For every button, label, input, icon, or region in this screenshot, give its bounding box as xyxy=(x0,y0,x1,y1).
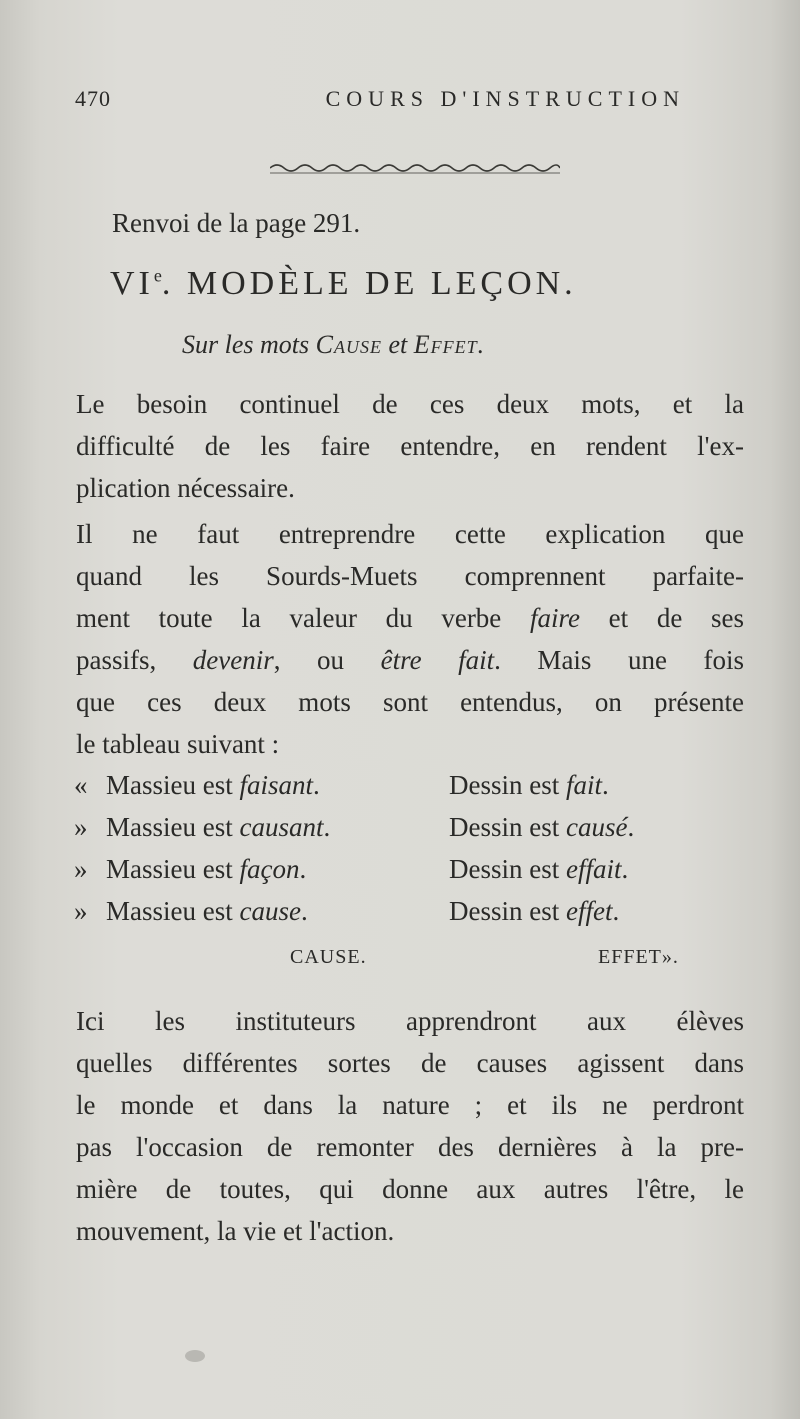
text-line: le tableau suivant : xyxy=(76,729,280,759)
lesson-subheading xyxy=(182,330,484,360)
heading-numeral: VI xyxy=(110,265,154,302)
running-title: COURS D'INSTRUCTION xyxy=(325,86,685,111)
italic-word: façon xyxy=(239,854,300,884)
text-line xyxy=(76,639,744,681)
text-span: , ou xyxy=(273,645,381,675)
text-span: passifs, xyxy=(76,645,193,675)
text-line: Ici les instituteurs apprendront aux élèves xyxy=(76,1006,744,1036)
text-span: . xyxy=(323,812,331,842)
subheading-conjunction: et xyxy=(381,330,414,359)
quote-mark: » xyxy=(74,896,88,926)
paragraph-1 xyxy=(76,383,744,509)
caption-cause: CAUSE. xyxy=(290,946,367,968)
text-line xyxy=(76,597,744,639)
text-line: quelles différentes sortes de causes agissent dans xyxy=(76,1048,744,1078)
italic-word: effait xyxy=(566,854,622,884)
text-span: ment toute la valeur du verbe xyxy=(76,603,530,633)
ink-smudge xyxy=(185,1350,205,1362)
ornamental-rule xyxy=(270,160,560,176)
italic-word: causé xyxy=(566,812,628,842)
text-span: . xyxy=(627,812,635,842)
text-span: . xyxy=(612,896,620,926)
text-line: Le besoin continuel de ces deux mots, et la xyxy=(76,389,744,419)
italic-word: devenir xyxy=(192,645,274,675)
italic-word: cause xyxy=(239,896,301,926)
italic-word: faisant xyxy=(239,770,313,800)
effect-cell xyxy=(449,770,609,801)
text-span: . xyxy=(602,770,609,800)
text-span: . xyxy=(299,854,307,884)
page-number: 470 xyxy=(75,86,111,111)
quote-mark: » xyxy=(74,812,88,842)
cause-cell xyxy=(106,854,306,885)
text-span: . xyxy=(621,854,629,884)
subheading-period: . xyxy=(477,330,485,359)
italic-word: effet xyxy=(566,896,613,926)
effect-cell xyxy=(449,896,619,927)
text-line: que ces deux mots sont entendus, on présente xyxy=(76,687,744,717)
text-line: Il ne faut entreprendre cette explication que xyxy=(76,519,744,549)
subheading-word-cause: Cause xyxy=(315,330,382,359)
text-span: Dessin est xyxy=(449,812,566,842)
text-span: Massieu est xyxy=(106,854,240,884)
text-line: mouvement, la vie et l'action. xyxy=(76,1216,395,1246)
text-span: Massieu est xyxy=(106,770,240,800)
text-span: et de ses xyxy=(579,603,744,633)
italic-word: être fait xyxy=(380,645,495,675)
text-span: Dessin est xyxy=(449,770,566,800)
text-span: Dessin est xyxy=(449,896,566,926)
paragraph-3 xyxy=(76,1000,744,1252)
text-span: . Mais une fois xyxy=(494,645,745,675)
text-span: . xyxy=(313,770,320,800)
cross-reference: Renvoi de la page 291. xyxy=(112,208,361,238)
text-span: Dessin est xyxy=(449,854,566,884)
subheading-word-effet: Effet xyxy=(413,330,478,359)
text-span: Massieu est xyxy=(106,812,240,842)
subheading-prefix: Sur les mots xyxy=(182,330,316,359)
quote-mark: » xyxy=(74,854,88,884)
cause-cell xyxy=(106,770,320,801)
running-header xyxy=(75,86,685,112)
heading-superscript: e xyxy=(153,265,162,286)
text-line: le monde et dans la nature ; et ils ne perdront xyxy=(76,1090,744,1120)
cause-cell xyxy=(106,812,330,843)
text-line: mière de toutes, qui donne aux autres l'être, le xyxy=(76,1174,744,1204)
caption-effet: EFFET». xyxy=(598,946,679,968)
effect-cell xyxy=(449,854,628,885)
cause-cell xyxy=(106,896,308,927)
italic-word: fait xyxy=(566,770,603,800)
lesson-heading xyxy=(110,265,577,303)
heading-title: . MODÈLE DE LEÇON. xyxy=(161,265,577,302)
text-line: quand les Sourds-Muets comprennent parfaite- xyxy=(76,561,744,591)
text-span: . xyxy=(300,896,308,926)
effect-cell xyxy=(449,812,634,843)
italic-word: causant xyxy=(239,812,324,842)
text-line: pas l'occasion de remonter des dernières à la pre- xyxy=(76,1132,744,1162)
text-line: difficulté de les faire entendre, en rendent l'ex- xyxy=(76,431,744,461)
quote-mark: « xyxy=(74,770,88,800)
text-span: Massieu est xyxy=(106,896,240,926)
text-line: plication nécessaire. xyxy=(76,473,295,503)
italic-word: faire xyxy=(529,603,580,633)
paragraph-2 xyxy=(76,513,744,765)
